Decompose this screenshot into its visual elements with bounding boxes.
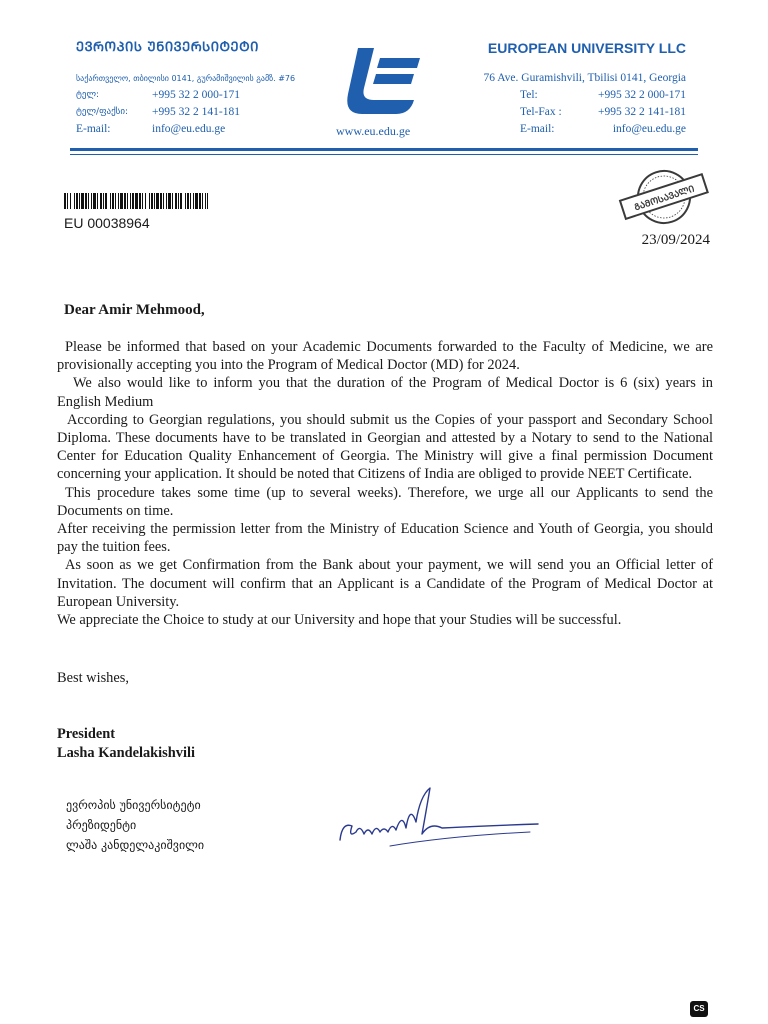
georgian-signatory-block bbox=[66, 795, 204, 855]
header-divider-thick bbox=[70, 148, 698, 151]
reference-number: EU 00038964 bbox=[64, 215, 150, 231]
handwritten-signature bbox=[330, 782, 542, 854]
georgian-university-line: ევროპის უნივერსიტეტი bbox=[66, 798, 201, 812]
paragraph-duration: We also would like to inform you that the duration of the Program of Medical Doctor is 6 (six) years in English Medium bbox=[57, 375, 713, 410]
paragraph-procedure: This procedure takes some time (up to several weeks). Therefore, we urge all our Applicants to send the Documents on time. bbox=[57, 484, 713, 519]
georgian-phone-label: ტელ: bbox=[76, 90, 100, 100]
closing: Best wishes, bbox=[57, 670, 129, 686]
paragraph-tuition: After receiving the permission letter from the Ministry of Education Science and Youth of Georgia, you should pay the tuition fees. bbox=[57, 521, 713, 556]
georgian-phone-row bbox=[76, 87, 295, 104]
barcode bbox=[64, 193, 208, 209]
georgian-contact-block bbox=[76, 70, 295, 138]
english-fax-label: Tel-Fax : bbox=[520, 106, 562, 118]
paragraph-appreciation: We appreciate the Choice to study at our University and hope that your Studies will be successful. bbox=[57, 612, 622, 629]
english-email-label: E-mail: bbox=[520, 123, 555, 135]
english-address: 76 Ave. Guramishvili, Tbilisi 0141, Georgia bbox=[483, 72, 686, 84]
georgian-phone-value: +995 32 2 000-171 bbox=[152, 89, 240, 101]
georgian-email-row bbox=[76, 121, 295, 138]
signatory-name: Lasha Kandelakishvili bbox=[57, 745, 195, 761]
camscanner-badge: CS bbox=[690, 1001, 708, 1017]
university-logo bbox=[344, 44, 422, 118]
paragraph-acceptance: Please be informed that based on your Academic Documents forwarded to the Faculty of Medicine, we are provisionally accepting you into the Program of Medical Doctor (MD) for 2024. bbox=[57, 339, 713, 374]
english-phone-label: Tel: bbox=[520, 89, 538, 101]
english-fax-row bbox=[483, 104, 686, 121]
letter-body bbox=[57, 338, 713, 629]
georgian-university-name: ᲔᲕᲠᲝᲞᲘᲡ ᲣᲜᲘᲕᲔᲠᲡᲘᲢᲔᲢᲘ bbox=[76, 40, 259, 55]
georgian-fax-value: +995 32 2 141-181 bbox=[152, 106, 240, 118]
paragraph-regulations: According to Georgian regulations, you should submit us the Copies of your passport and Secondary School Diploma. These documents have to be translated in Georgian and attested by a Notary to send to the National Center for Education Quality Enhancement of Georgia. The Ministry will give a final permission Document concerning your application. It should be noted that Citizens of India are obliged to provide NEET Certificate. bbox=[57, 411, 713, 483]
english-phone-value: +995 32 2 000-171 bbox=[598, 89, 686, 101]
georgian-name-line: ლაშა კანდელაკიშვილი bbox=[66, 838, 205, 852]
english-fax-value: +995 32 2 141-181 bbox=[598, 106, 686, 118]
georgian-president-line: პრეზიდენტი bbox=[66, 818, 137, 832]
english-phone-row bbox=[483, 87, 686, 104]
english-email-row bbox=[483, 121, 686, 138]
svg-text:ᲒᲐᲛᲝᲡᲐᲕᲐᲚᲘ: ᲒᲐᲛᲝᲡᲐᲕᲐᲚᲘ bbox=[633, 184, 696, 214]
letter-date: 23/09/2024 bbox=[641, 232, 710, 248]
english-email-value: info@eu.edu.ge bbox=[612, 123, 686, 135]
paragraph-invitation: As soon as we get Confirmation from the Bank about your payment, we will send you an Official letter of Invitation. The document will confirm that an Applicant is a Candidate of the Program of Medical Doctor at European University. bbox=[57, 557, 713, 610]
greeting: Dear Amir Mehmood, bbox=[64, 302, 205, 318]
georgian-fax-row bbox=[76, 104, 295, 121]
georgian-fax-label: ტელ/ფაქსი: bbox=[76, 107, 129, 117]
english-contact-block bbox=[483, 70, 686, 138]
website-url: www.eu.edu.ge bbox=[336, 124, 411, 138]
english-university-name: EUROPEAN UNIVERSITY LLC bbox=[487, 40, 686, 56]
georgian-email-label: E-mail: bbox=[76, 123, 111, 135]
header-divider-thin bbox=[70, 154, 698, 155]
approved-stamp bbox=[615, 168, 713, 226]
georgian-address: საქართველო, თბილისი 0141, გურამიშვილის გამზ. #76 bbox=[76, 74, 296, 83]
georgian-email-value: info@eu.edu.ge bbox=[152, 123, 226, 135]
signatory-title: President bbox=[57, 726, 116, 742]
